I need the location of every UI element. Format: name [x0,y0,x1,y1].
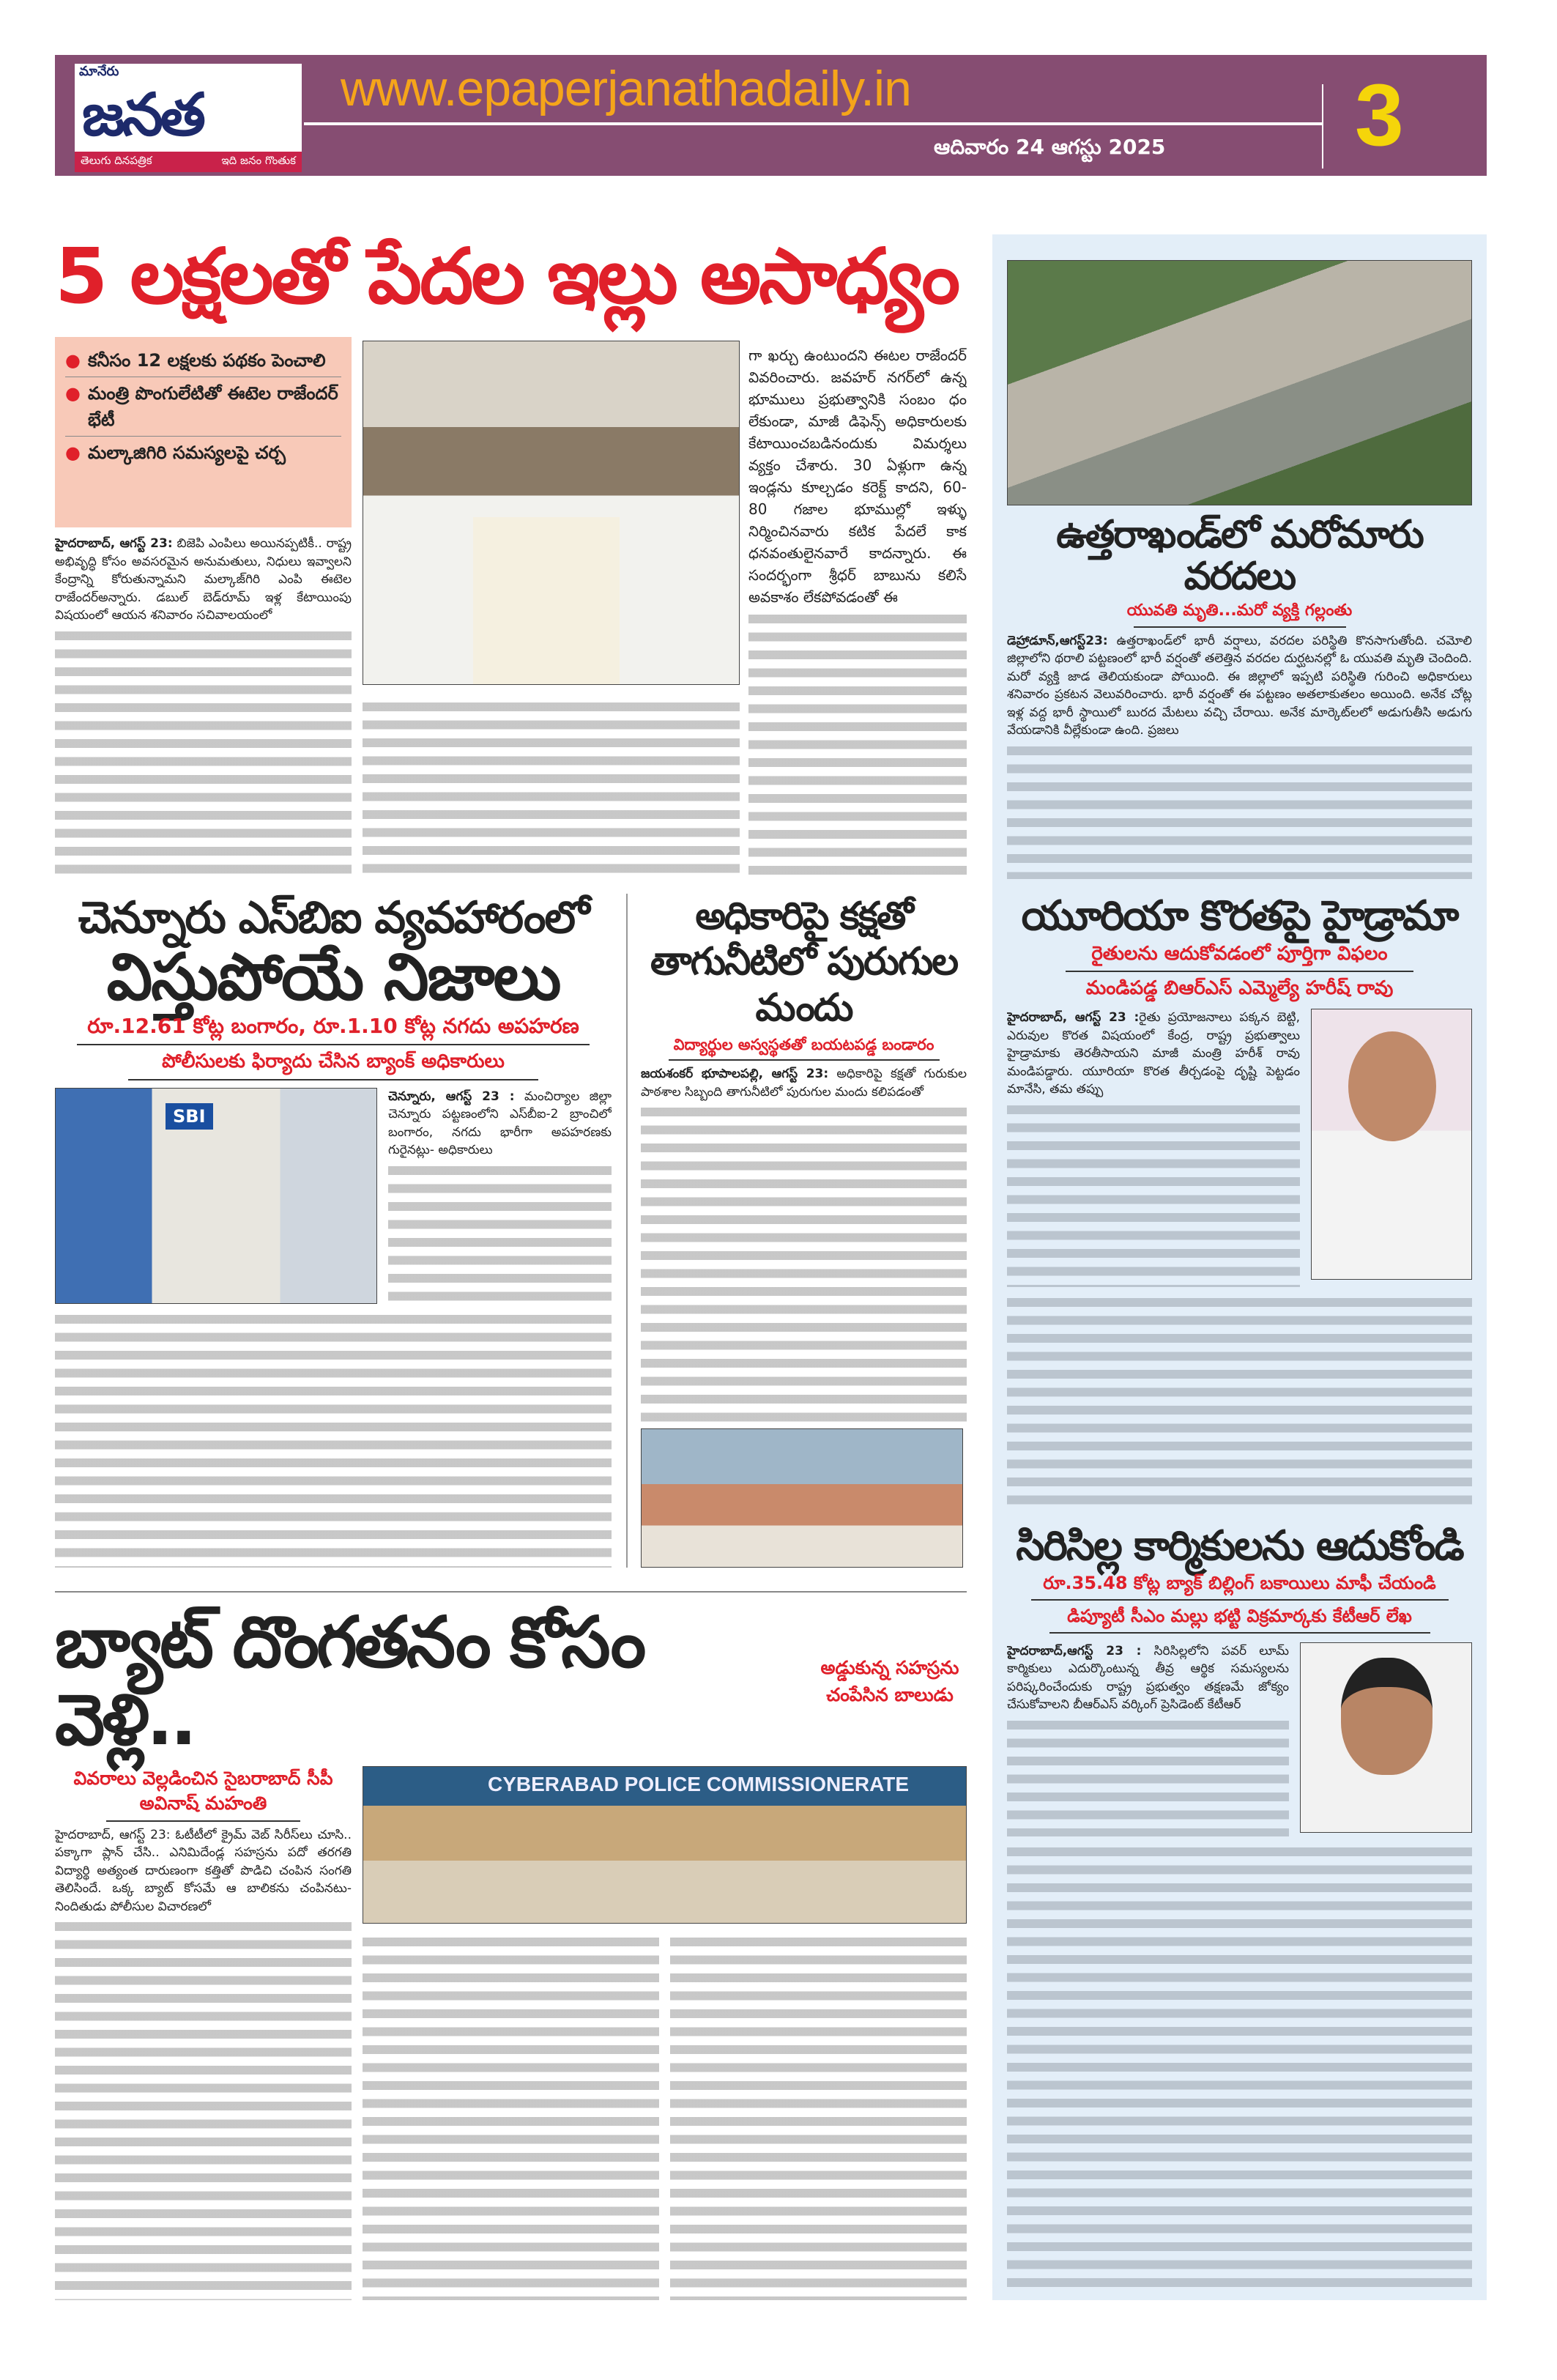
chennur-photo-row [55,1088,612,1304]
divider [77,1044,590,1045]
highlight-text: మల్కాజిగిరి సమస్యలపై చర్చ [87,442,286,463]
lead-body-col1 [55,535,352,879]
divider [128,1079,538,1080]
urea-headline: యూరియా కొరతపై హైడ్రామా [1021,892,1458,940]
masthead-divider [304,122,1322,125]
website-url[interactable]: www.epaperjanathadaily.in [341,61,911,116]
hospital-photo [641,1428,963,1568]
urea-subheadline: రైతులను ఆదుకోవడంలో పూర్తిగా విఫలం [1091,942,1388,965]
bat-side-deck: అడ్డుకున్న సహస్రను చంపేసిన బాలుడు [820,1657,959,1705]
headline-line: చెన్నూరు ఎస్‌బిఐ వ్యవహారంలో [78,894,589,944]
article-text: గా ఖర్చు ఉంటుందని ఈటల రాజేందర్ వివరించారు. జవహర్ నగర్‌లో ఉన్న భూములు ప్రభుత్వానికి సంబం ధం లేకుండా, మాజీ డిఫెన్స్ అధికారులకు కేటాయించబడినందుకు విమర్శలు వ్యక్తం చేశారు. 30 ఏళ్లుగా ఉన్న ఇండ్లను కూల్చడం కరెక్ట్ కాదని, 60-80 గజాల భూముల్లో ఇళ్ళు నిర్మించినవారు కటిక పేదలే కాక ధనవంతులైనవారే కాదన్నారు. ఈ సందర్భంగా శ్రీధర్ బాబును కలిసే అవకాశం లేకపోవడంతో ఈ [748,346,967,606]
sircilla-subheadline-2: డిప్యూటీ సీఎం మల్లు భట్టి విక్రమార్కకు కేటీఆర్ లేఖ [1067,1605,1412,1626]
highlight-item: ● మంత్రి పొంగులేటితో ఈటెల రాజేందర్ భేటీ [65,377,341,437]
flood-body [1007,632,1472,879]
dateline: హైదరాబాద్,ఆగస్ట్ 23 : [1007,1643,1142,1658]
highlight-text: కనీసం 12 లక్షలకు పథకం పెంచాలి [87,350,326,371]
right-sidebar [992,234,1487,2300]
urea-body-col [1007,1009,1300,1287]
pesticide-body [641,1065,967,1423]
sbi-sign: SBI [166,1103,213,1130]
chennur-body-wide [55,1308,612,1568]
chennur-headline [55,894,612,1013]
police-press-meet-photo [363,1766,967,1924]
bat-body-row [363,1931,967,2300]
bat-headline: బ్యాట్ దొంగతనం కోసం వెళ్లి.. [55,1604,644,1761]
masthead [55,55,1487,176]
pesticide-article [641,894,967,1568]
issue-date: ఆదివారం 24 ఆగస్టు 2025 [934,135,1166,159]
divider [1031,1599,1449,1601]
sircilla-body-col [1007,1642,1289,1836]
bat-right-column [363,1766,967,2300]
article-text: బిజెపి ఎంపిలు అయినప్పటికీ.. రాష్ట్ర అభివృద్ధి కోసం అవసరమైన అనుమతులు, నిధులు ఇవ్వాలని కేంద్రాన్ని కోరుతున్నామని మల్కాజ్‌గిరి ఎంపి ఈటెల రాజేందర్‌అన్నారు. డబుల్ బెడ్‌రూమ్ ఇళ్ల కేటాయింపు విషయంలో ఆయన శనివారం సచివాలయంలో [55,536,352,623]
tagline-left: తెలుగు దినపత్రిక [81,154,152,167]
bat-body-col2 [363,1931,659,2300]
sircilla-body-wide [1007,1841,1472,2289]
article-text: హైదరాబాద్, ఆగస్ట్ 23: ఓటీటీలో క్రైమ్ వెబ్ సిరీస్‌లు చూసి.. పక్కాగా ప్లాన్ చేసి.. ఎనిమిదేండ్ల సహస్రను పదో తరగతి విద్యార్థి అత్యంత దారుణంగా కత్తితో పొడిచి చంపిన సంగతి తెలిసిందే. ఒక్క బ్యాట్ కోసమే ఆ బాలికను చంపినటు- నిందితుడు పోలీసుల విచారణలో [55,1827,352,1914]
divider [1049,1632,1430,1634]
flood-photo [1007,260,1472,505]
bat-subheadline: వివరాలు వెల్లడించిన సైబరాబాద్ సీపీ అవినాష్ మహంతి [73,1768,333,1814]
portrait-face [1348,1031,1436,1141]
chennur-article [55,894,612,1568]
divider [669,1059,940,1061]
bat-body-col1 [55,1826,352,2300]
chennur-body-col [388,1088,612,1304]
lead-body-col2 [363,696,740,879]
dateline: జయశంకర్ భూపాలపల్లి, ఆగస్ట్ 23: [641,1067,829,1082]
lead-body-col3 [748,344,967,879]
article-text: రైతు ప్రయోజనాలు పక్కన బెట్టి, ఎరువుల కొరత విషయంలో కేంద్ర, రాష్ట్ర ప్రభుత్వాలు హైడ్రామాకు తెరతీసాయని మాజీ మంత్రి హరీశ్ రావు మండిపడ్డారు. యూరియా కొరత తీర్చడంపై దృష్టి పెట్టడం మానేసి, తమ తప్పు [1007,1010,1300,1097]
bat-header-row [55,1604,967,1759]
masthead-separator [1322,84,1323,168]
divider [106,1820,300,1822]
urea-photo-row [1007,1009,1472,1287]
newspaper-logo [75,64,302,172]
tagline-right: ఇది జనం గొంతుక [221,154,296,167]
logo-prefix: మానేరు [79,64,119,79]
sircilla-photo-row [1007,1642,1472,1836]
dateline: హైదరాబాద్, ఆగస్ట్ 23: [55,536,173,551]
dateline: డెహ్రాడూన్,ఆగస్ట్23: [1007,633,1108,648]
bat-content-row [55,1766,967,2300]
flood-subheadline: యువతి మృతి...మరో వ్యక్తి గల్లంతు [1126,601,1353,620]
headline-line: విస్తుపోయే నిజాలు [106,939,560,1015]
sircilla-subheadline: రూ.35.48 కోట్ల బ్యాక్ బిల్లింగ్ బకాయిలు మాఫీ చేయండి [1043,1572,1436,1593]
urea-article [1007,879,1472,1509]
dateline: హైదరాబాద్, ఆగస్ట్ 23 : [1007,1010,1140,1026]
chennur-subheadline: రూ.12.61 కోట్ల బంగారం, రూ.1.10 కోట్ల నగదు అపహరణ [87,1013,579,1038]
highlight-item: ● మల్కాజిగిరి సమస్యలపై చర్చ [65,437,341,469]
chennur-subheadline-2: పోలీసులకు ఫిర్యాదు చేసిన బ్యాంక్ అధికారులు [162,1050,505,1073]
harish-rao-photo [1311,1009,1472,1280]
logo-tagline [75,152,302,172]
lead-headline: 5 లక్షలతో పేదల ఇల్లు అసాధ్యం [55,231,959,321]
page-number: 3 [1355,66,1404,164]
urea-subheadline-2: మండిపడ్డ బిఆర్‌ఎస్ ఎమ్మెల్యే హరీష్ రావు [1085,977,1394,1000]
pesticide-headline: అధికారిపై కక్షతో తాగునీటిలో పురుగుల మందు [650,894,958,1030]
pesticide-subheadline: విద్యార్థుల అస్వస్థతతో బయటపడ్డ బండారం [673,1036,934,1054]
sircilla-headline: సిరిసిల్ల కార్మికులను ఆదుకోండి [1016,1522,1463,1570]
bat-article [55,1604,967,2300]
ktr-photo [1300,1642,1472,1833]
bat-body-col3 [670,1931,967,2300]
lead-highlights [55,337,352,527]
section-divider [55,1591,967,1593]
photo-banner-text: CYBERABAD POLICE COMMISSIONERATE [488,1773,910,1796]
flood-headline: ఉత్తరాఖండ్‌లో మరోమారు వరదలు [1056,513,1423,599]
podium [473,517,620,685]
divider [1134,626,1346,628]
logo-name: జనత [82,81,203,149]
portrait-face [1341,1658,1432,1775]
article-text: మంచిర్యాల జిల్లా చెన్నూరు పట్టణంలోని ఎస్‌బీఐ-2 బ్రాంచిలో బంగారం, నగదు భారీగా అపహరణకు గురైనట్లు- అధికారులు [388,1089,612,1158]
article-text: ఉత్తరాఖండ్‌లో భారీ వర్షాలు, వరదల పరిస్థితి కొనసాగుతోంది. చమోలి జిల్లాలోని థరాలి పట్టణంలో భారీ వర్షంతో తలెత్తిన వరదల దుర్ఘటనల్లో ఓ యువతి మృతి చెందింది. మరో వ్యక్తి జాడ తెలియకుండా పోయింది. ఈ జిల్లాలో ఇప్పటి పరిస్థితి గురించి అధికారులు శనివారం ప్రకటన వెలువరించారు. భారీ వర్షంతో ఈ పట్టణం అతలాకుతలం అయింది. అనేక చోట్ల ఇళ్ల వద్ద భారీ స్థాయిలో బురద మేటలు వచ్చి చేరాయి. అనేక మార్కెట్‌లలో అడుగుతీసి అడుగు వేయడానికి వీల్లేకుండా ఉంది. ప్రజలు [1007,633,1472,738]
column-divider [626,894,628,1568]
sircilla-article [1007,1509,1472,2300]
dateline: చెన్నూరు, ఆగస్ట్ 23 : [388,1089,515,1104]
highlight-text: మంత్రి పొంగులేటితో ఈటెల రాజేందర్ భేటీ [87,383,338,430]
sbi-branch-photo [55,1088,377,1304]
highlight-item: ● కనీసం 12 లక్షలకు పథకం పెంచాలి [65,344,341,377]
article-text: అధికారిపై కక్షతో గురుకుల పాఠశాల సిబ్బంది తాగునీటిలో పురుగుల మందు కలిపడంతో [641,1067,967,1100]
divider [1066,971,1413,972]
press-meet-photo [363,341,740,685]
flood-article [1007,234,1472,879]
bat-left-column [55,1766,352,2300]
article-text: సిరిసిల్లలోని పవర్ లూమ్ కార్మికులు ఎదుర్కొంటున్న తీవ్ర ఆర్థిక సమస్యలను పరిష్కరించేందుకు రాష్ట్ర ప్రభుత్వం తక్షణమే జోక్యం చేసుకోవాలని బీఆర్‌ఎస్ వర్కింగ్ ప్రెసిడెంట్ కేటీఆర్ [1007,1643,1289,1713]
urea-body-wide [1007,1291,1472,1509]
